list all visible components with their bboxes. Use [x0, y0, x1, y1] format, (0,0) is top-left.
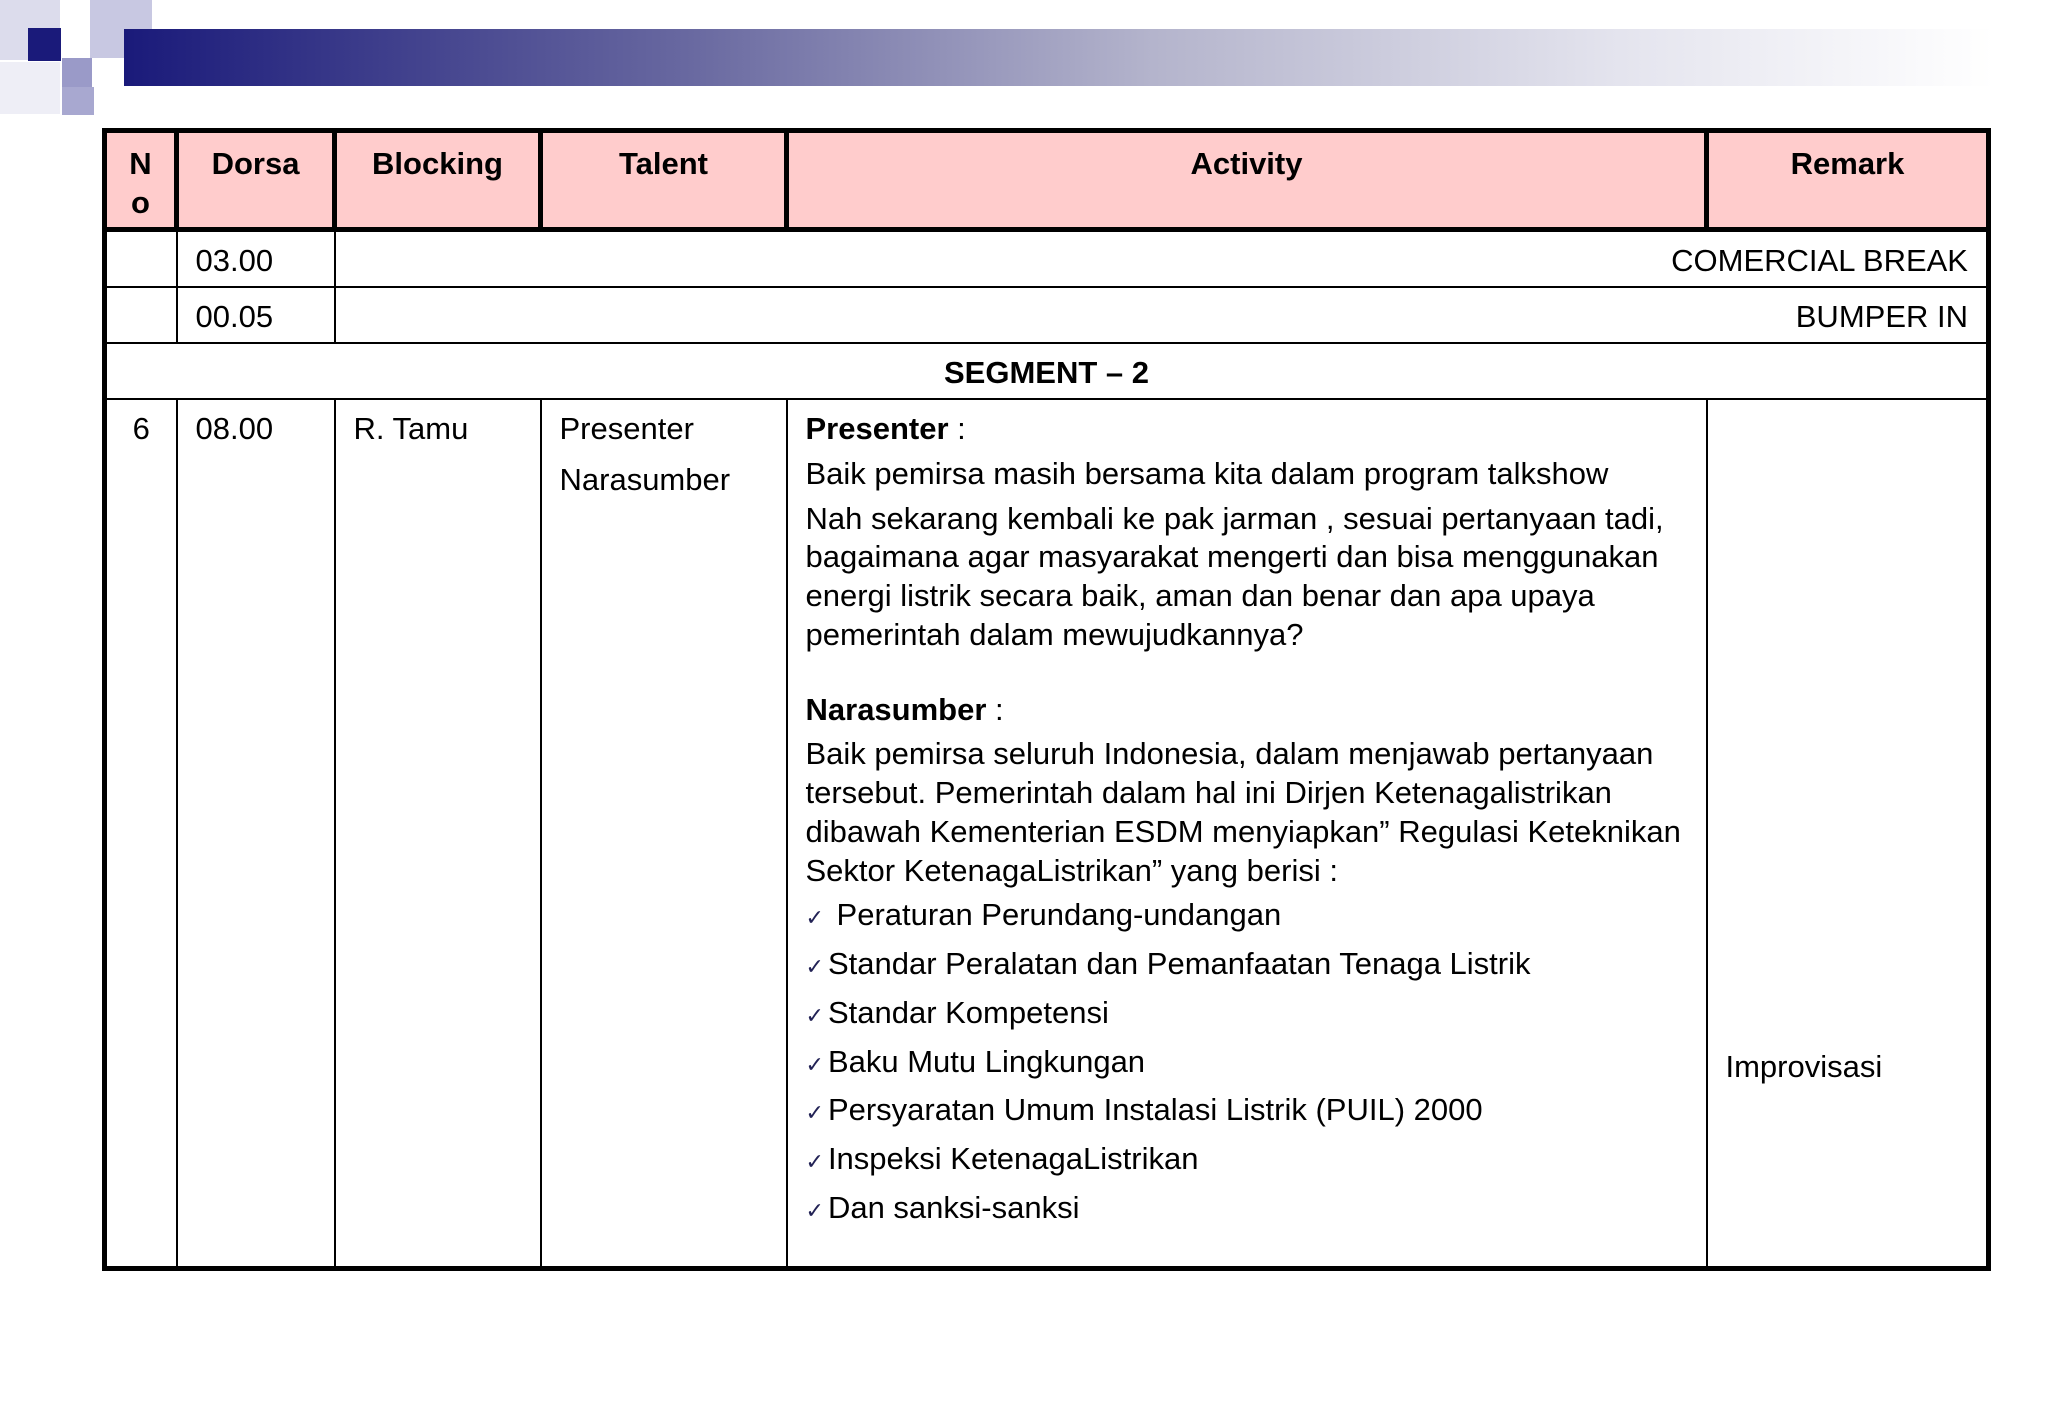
rundown-table	[102, 128, 1991, 1271]
remark-text: Improvisasi	[1725, 1049, 1883, 1084]
presenter-line: Nah sekarang kembali ke pak jarman , sesuai pertanyaan tadi, bagaimana agar masyarakat mengerti dan bisa menggunakan energi listrik secara baik, aman dan benar dan apa upaya pemerintah dalam mewujudkannya?	[805, 500, 1664, 652]
checkmark-icon: ✓	[805, 1051, 824, 1077]
list-item	[806, 994, 1688, 1033]
checkmark-icon: ✓	[805, 1100, 824, 1126]
checkmark-icon: ✓	[805, 1197, 824, 1223]
checkmark-icon: ✓	[805, 905, 824, 931]
cell-dorsa: 00.05	[177, 287, 335, 343]
segment-row	[105, 343, 1989, 399]
presenter-heading	[806, 410, 1688, 449]
table-row	[105, 230, 1989, 288]
narasumber-text: Baik pemirsa seluruh Indonesia, dalam menjawab pertanyaan tersebut. Pemerintah dalam hal ini Dirjen Ketenagalistrikan dibawah Kementerian ESDM menyiapkan” Regulasi Keteknikan Sektor KetenagaListrikan” yang berisi :	[805, 736, 1681, 888]
table-header-row	[105, 131, 1989, 230]
checkmark-icon: ✓	[805, 1149, 824, 1174]
list-item-text: Dan sanksi-sanksi	[827, 1189, 1080, 1225]
col-header-activity: Activity	[787, 131, 1707, 230]
cell-activity	[787, 399, 1707, 1269]
list-item-text: Peraturan Perundang-undangan	[827, 897, 1282, 933]
list-item	[806, 945, 1688, 984]
narasumber-colon: :	[986, 691, 1004, 727]
table-row	[105, 287, 1989, 343]
checkmark-icon: ✓	[805, 1002, 824, 1028]
decor-square	[62, 58, 92, 88]
list-item	[806, 1140, 1688, 1179]
decor-square	[62, 87, 94, 115]
header-gradient-bar	[124, 29, 1994, 86]
decor-square	[0, 62, 60, 114]
decor-square	[28, 28, 61, 61]
cell-no: 6	[105, 399, 177, 1269]
talent-item: Narasumber	[559, 461, 731, 497]
col-header-blocking: Blocking	[335, 131, 541, 230]
list-item-text: Standar Peralatan dan Pemanfaatan Tenaga Listrik	[827, 946, 1531, 981]
list-item-text: Baku Mutu Lingkungan	[827, 1043, 1146, 1079]
cell-dorsa: 03.00	[177, 230, 335, 288]
cell-no	[105, 230, 177, 288]
cell-blocking: R. Tamu	[335, 399, 541, 1269]
cell-activity: BUMPER IN	[335, 287, 1989, 343]
cell-remark	[1707, 399, 1989, 1269]
list-item-text: Standar Kompetensi	[827, 994, 1109, 1030]
col-header-dorsa: Dorsa	[177, 131, 335, 230]
col-header-talent: Talent	[541, 131, 787, 230]
col-header-remark: Remark	[1707, 131, 1989, 230]
presenter-line: Baik pemirsa masih bersama kita dalam program talkshow	[805, 455, 1609, 491]
talent-item: Presenter	[559, 411, 694, 446]
list-item-text: Inspeksi KetenagaListrikan	[827, 1141, 1199, 1176]
list-item	[806, 1091, 1688, 1130]
regulation-list	[806, 896, 1688, 1227]
cell-dorsa: 08.00	[177, 399, 335, 1269]
list-item	[806, 1043, 1688, 1082]
list-item-text: Persyaratan Umum Instalasi Listrik (PUIL) 2000	[827, 1092, 1483, 1128]
narasumber-heading	[806, 691, 1688, 730]
checkmark-icon: ✓	[805, 954, 824, 979]
list-item	[806, 896, 1688, 935]
table-row	[105, 399, 1989, 1269]
list-item	[806, 1189, 1688, 1228]
narasumber-label: Narasumber	[805, 691, 987, 727]
segment-label: SEGMENT – 2	[105, 343, 1989, 399]
cell-no	[105, 287, 177, 343]
cell-activity: COMERCIAL BREAK	[335, 230, 1989, 288]
presenter-colon: :	[948, 411, 966, 446]
col-header-no: N o	[105, 131, 177, 230]
cell-talent	[541, 399, 787, 1269]
presenter-label: Presenter	[805, 411, 949, 446]
